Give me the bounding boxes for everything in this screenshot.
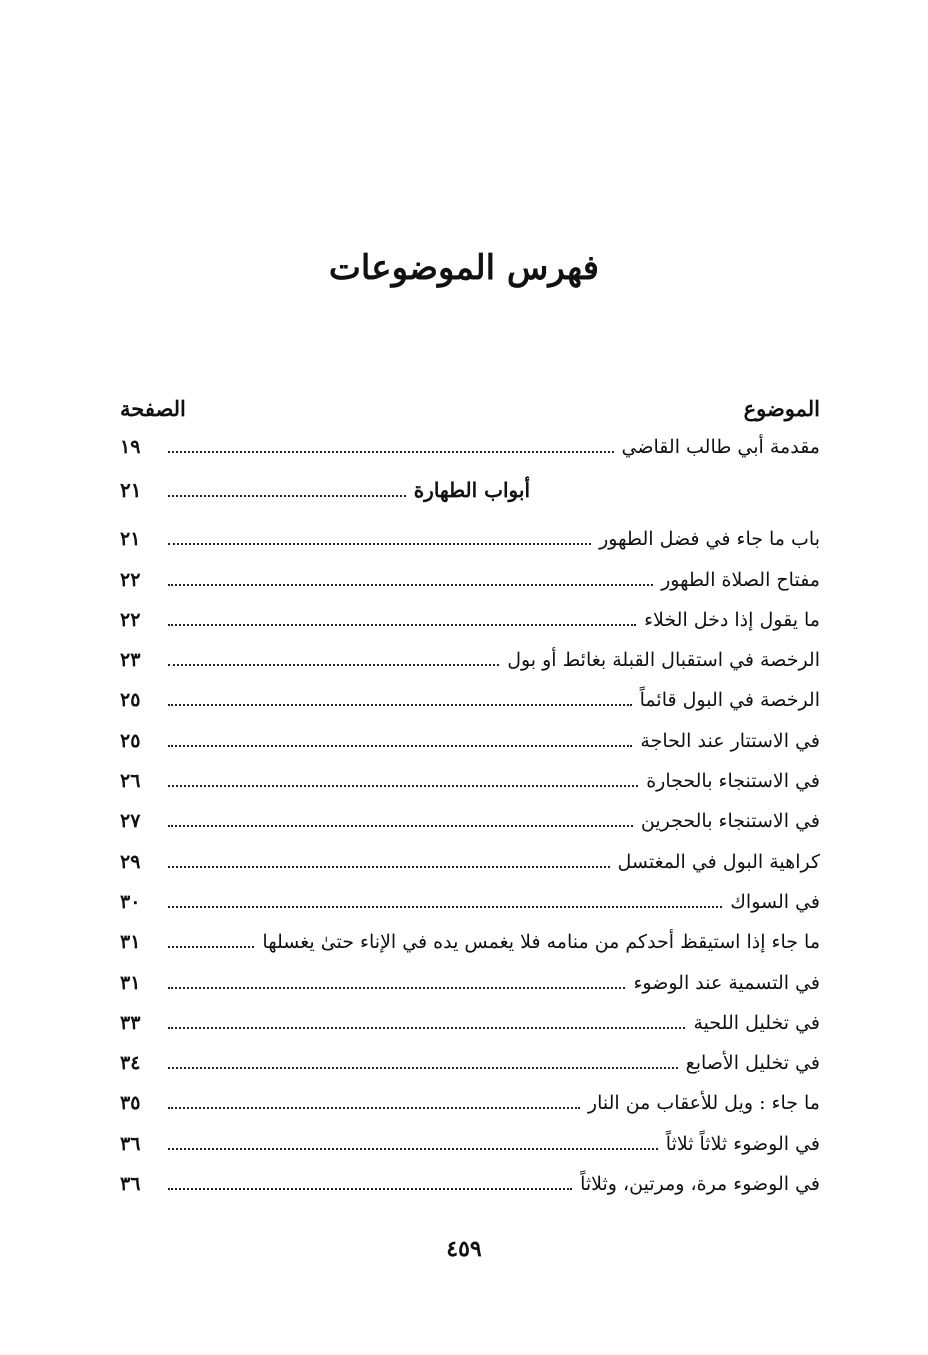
- toc-entry-title: في الوضوء ثلاثاً ثلاثاً: [665, 1132, 820, 1155]
- toc-entry-page: ٢١: [120, 528, 141, 551]
- toc-entry-page: ٣٦: [120, 1173, 141, 1196]
- dot-leader: [168, 1107, 580, 1109]
- toc-entry-title: الرخصة في البول قائماً: [639, 689, 820, 712]
- toc-entry[interactable]: [120, 891, 820, 931]
- toc-entry-title: ما جاء : ويل للأعقاب من النار: [587, 1092, 820, 1115]
- toc-entry-title: ما جاء إذا استيقظ أحدكم من منامه فلا يغمس يده في الإناء حتىٰ يغسلها: [262, 931, 820, 954]
- toc-entry-page: ٣٣: [120, 1011, 141, 1034]
- toc-entry-title: كراهية البول في المغتسل: [617, 850, 820, 873]
- toc-entry[interactable]: [120, 1012, 820, 1052]
- toc-entry[interactable]: [120, 931, 820, 971]
- toc-entry-page: ٢٧: [120, 810, 141, 833]
- toc-entry-title: باب ما جاء في فضل الطهور: [599, 528, 820, 551]
- toc-entry-page: ٢٩: [120, 850, 141, 873]
- dot-leader: [168, 866, 610, 868]
- toc-entry[interactable]: [120, 649, 820, 689]
- toc-entry[interactable]: [120, 1092, 820, 1132]
- dot-leader: [168, 906, 722, 908]
- topic-column-header: الموضوع: [743, 396, 820, 421]
- page-column-header: الصفحة: [120, 396, 186, 421]
- toc-entry-title: في الوضوء مرة، ومرتين، وثلاثاً: [580, 1173, 820, 1196]
- dot-leader: [168, 543, 591, 545]
- toc-entry-title: الرخصة في استقبال القبلة بغائط أو بول: [507, 649, 820, 672]
- dot-leader: [168, 1188, 572, 1190]
- toc-entry-page: ٢١: [120, 478, 142, 503]
- toc-entry-page: ٢٢: [120, 568, 141, 591]
- toc-entry[interactable]: [120, 689, 820, 729]
- dot-leader: [168, 987, 625, 989]
- toc-entry-page: ٢٥: [120, 689, 141, 712]
- toc-entry-page: ٢٢: [120, 608, 141, 631]
- toc-entry-title: في التسمية عند الوضوء: [633, 971, 820, 994]
- toc-entry[interactable]: [120, 730, 820, 770]
- toc-entry-title: في الاستنجاء بالحجارة: [646, 770, 820, 793]
- toc-entry-title: ما يقول إذا دخل الخلاء: [644, 608, 820, 631]
- toc-entry-page: ٣٥: [120, 1092, 141, 1115]
- dot-leader: [168, 946, 254, 948]
- toc-entry[interactable]: [120, 609, 820, 649]
- toc-entry[interactable]: [120, 1052, 820, 1092]
- toc-entry[interactable]: [120, 972, 820, 1012]
- dot-leader: [168, 495, 406, 497]
- toc-entry-title: في الاستنجاء بالحجرين: [640, 810, 820, 833]
- dot-leader: [168, 584, 653, 586]
- toc-entry-page: ٢٦: [120, 770, 141, 793]
- toc-entry-title: في تخليل اللحية: [693, 1011, 820, 1034]
- dot-leader: [168, 785, 638, 787]
- toc-entry-page: ٣٦: [120, 1132, 141, 1155]
- toc-entry-title: في الاستتار عند الحاجة: [640, 729, 820, 752]
- page-title: فهرس الموضوعات: [328, 248, 600, 288]
- dot-leader: [168, 624, 636, 626]
- toc-entry-title: في تخليل الأصابع: [685, 1052, 820, 1075]
- dot-leader: [168, 704, 632, 706]
- dot-leader: [168, 1027, 685, 1029]
- toc-entry-title: مفتاح الصلاة الطهور: [661, 568, 820, 591]
- toc-entry-title: في السواك: [730, 890, 820, 913]
- table-of-contents: [120, 436, 820, 1213]
- toc-entry-title: مقدمة أبي طالب القاضي: [621, 436, 820, 458]
- toc-entry-page: ٢٣: [120, 649, 141, 672]
- toc-entry[interactable]: [120, 810, 820, 850]
- toc-entry-page: ٢٥: [120, 729, 141, 752]
- toc-entry[interactable]: [120, 436, 820, 476]
- dot-leader: [168, 825, 633, 827]
- toc-entry[interactable]: [120, 1173, 820, 1213]
- dot-leader: [168, 1148, 658, 1150]
- toc-entry[interactable]: [120, 851, 820, 891]
- toc-entry[interactable]: [120, 770, 820, 810]
- toc-section-heading[interactable]: [120, 478, 820, 526]
- toc-entry-page: ٣١: [120, 931, 141, 954]
- dot-leader: [168, 745, 632, 747]
- toc-entry[interactable]: [120, 569, 820, 609]
- toc-entry-page: ٣٤: [120, 1052, 141, 1075]
- toc-entry-page: ١٩: [120, 436, 141, 458]
- toc-section-title: أبواب الطهارة: [413, 478, 530, 503]
- toc-entry-page: ٣١: [120, 971, 141, 994]
- dot-leader: [168, 664, 499, 666]
- dot-leader: [168, 1067, 678, 1069]
- toc-entry[interactable]: [120, 528, 820, 568]
- page-number: ٤٥٩: [446, 1236, 482, 1262]
- dot-leader: [168, 451, 614, 453]
- toc-entry-page: ٣٠: [120, 890, 141, 913]
- toc-entry[interactable]: [120, 1133, 820, 1173]
